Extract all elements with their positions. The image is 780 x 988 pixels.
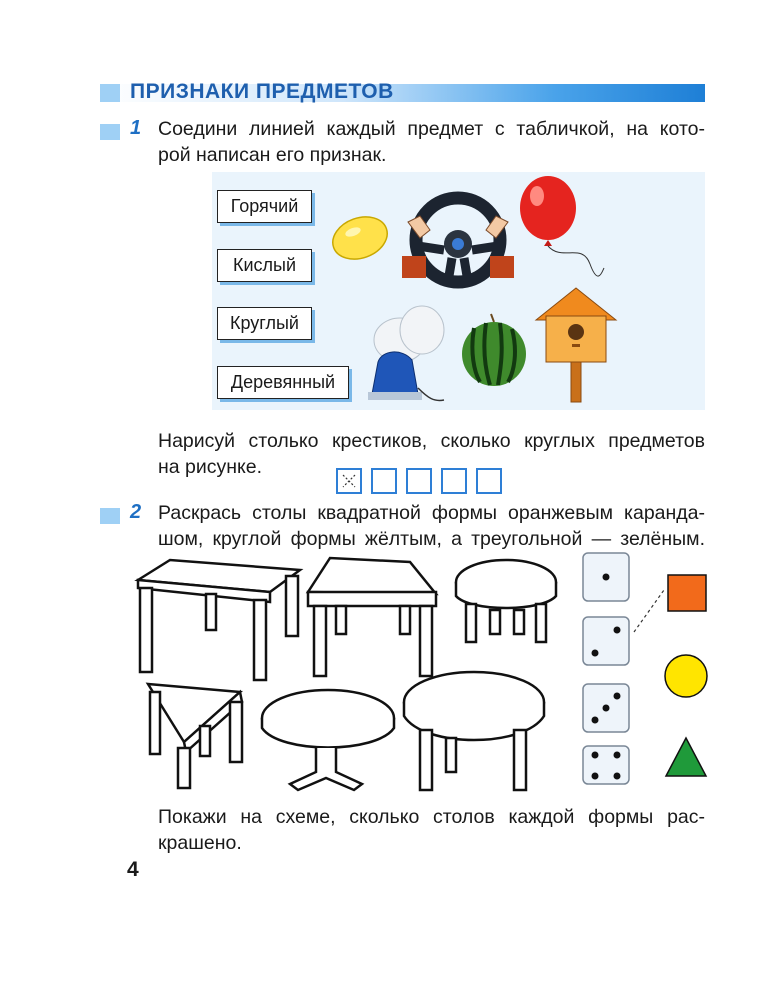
die-one-icon[interactable] bbox=[583, 553, 629, 601]
die-two-icon[interactable] bbox=[583, 617, 629, 665]
task1-marker bbox=[100, 124, 120, 140]
round-table[interactable] bbox=[262, 690, 394, 790]
tables-illustration bbox=[130, 552, 580, 797]
page-number: 4 bbox=[127, 858, 139, 881]
task1-number: 1 bbox=[130, 117, 142, 139]
triangle-table[interactable] bbox=[148, 684, 242, 788]
square-table[interactable] bbox=[308, 558, 436, 676]
task1-instruction-line2: рой написан его признак. bbox=[158, 144, 387, 166]
orange-square-icon[interactable] bbox=[668, 575, 706, 611]
birdhouse-icon[interactable] bbox=[536, 288, 616, 402]
task2-show-instruction-line2: крашено. bbox=[158, 832, 242, 854]
answer-square[interactable] bbox=[336, 468, 362, 494]
square-table[interactable] bbox=[138, 560, 300, 680]
answer-square[interactable] bbox=[371, 468, 397, 494]
cross-icon bbox=[338, 470, 360, 492]
heading-marker bbox=[100, 84, 120, 102]
yellow-circle-icon[interactable] bbox=[665, 655, 707, 697]
iron-icon[interactable] bbox=[368, 306, 444, 401]
lemon-icon[interactable] bbox=[327, 210, 393, 267]
connection-line bbox=[634, 590, 664, 632]
task2-number: 2 bbox=[130, 501, 142, 523]
die-four-icon[interactable] bbox=[583, 746, 629, 784]
task1-instruction-line1: Соедини линией каждый предмет с табличкой, на кото- bbox=[158, 118, 705, 140]
round-table[interactable] bbox=[456, 560, 556, 642]
answer-square[interactable] bbox=[406, 468, 432, 494]
task1-objects bbox=[212, 172, 705, 410]
task2-instruction-line2: шом, круглой формы жёлтым, а треугольной — зелёным. bbox=[158, 528, 705, 550]
page-title: ПРИЗНАКИ ПРЕДМЕТОВ bbox=[130, 80, 394, 103]
dice-scheme bbox=[580, 550, 710, 785]
task1-draw-instruction-line2: на рисунке. bbox=[158, 456, 263, 478]
label-hot[interactable]: Горячий bbox=[217, 190, 312, 223]
round-table[interactable] bbox=[404, 672, 544, 790]
label-round[interactable]: Круглый bbox=[217, 307, 312, 340]
die-three-icon[interactable] bbox=[583, 684, 629, 732]
steering-wheel-icon[interactable] bbox=[402, 198, 514, 282]
green-triangle-icon[interactable] bbox=[666, 738, 706, 776]
watermelon-icon[interactable] bbox=[462, 314, 526, 386]
task2-show-instruction-line1: Покажи на схеме, сколько столов каждой формы рас- bbox=[158, 806, 705, 828]
section-heading-bar bbox=[100, 82, 705, 106]
balloon-icon[interactable] bbox=[520, 176, 604, 276]
task1-draw-instruction-line1: Нарисуй столько крестиков, сколько круглых предметов bbox=[158, 430, 705, 452]
task2-marker bbox=[100, 508, 120, 524]
label-sour[interactable]: Кислый bbox=[217, 249, 312, 282]
answer-square[interactable] bbox=[476, 468, 502, 494]
task2-instruction-line1: Раскрась столы квадратной формы оранжевым каранда- bbox=[158, 502, 705, 524]
label-wooden[interactable]: Деревянный bbox=[217, 366, 349, 399]
answer-square[interactable] bbox=[441, 468, 467, 494]
